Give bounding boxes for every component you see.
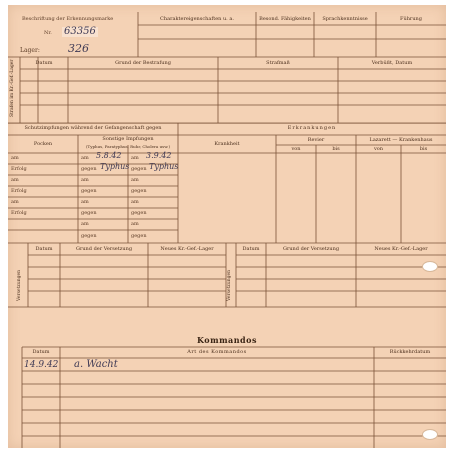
vacc-row-6-c: gegen <box>131 210 147 216</box>
vacc-row-1-c: am <box>131 155 139 161</box>
punishments-col-reason: Grund der Bestrafung <box>115 60 171 66</box>
vacc-row-1-b-value: 5.8.42 <box>96 151 122 160</box>
illnesses-col-hospital: Lazarett — Krankenhaus <box>369 137 433 143</box>
punishments-col-date: Datum <box>35 60 53 66</box>
camp-label: Lager: <box>20 47 40 54</box>
vacc-row-7-b: am <box>81 221 89 227</box>
vacc-row-4-c: gegen <box>131 188 147 194</box>
vacc-row-5-c: am <box>131 199 139 205</box>
transfers-col-new-camp-right: Neues Kr.-Gef.-Lager <box>374 246 428 252</box>
kommando-entry-type: a. Wacht <box>74 359 118 370</box>
vacc-row-2-c: gegen <box>131 166 147 172</box>
vacc-row-8-b: gegen <box>81 233 97 239</box>
vaccinations-col-other-sub: (Typhus, Paratyphus, Ruhr, Cholera usw.) <box>85 144 170 149</box>
fold-line <box>8 123 446 124</box>
vacc-row-3-c: am <box>131 177 139 183</box>
hospital-from: von <box>373 146 384 152</box>
col-languages: Sprachkenntnisse <box>322 16 368 22</box>
col-characteristics: Charaktereigenschaften u. a. <box>160 16 234 22</box>
vacc-row-7-c: am <box>131 221 139 227</box>
transfers-col-reason-left: Grund der Versetzung <box>75 246 133 252</box>
vaccinations-title: Schutzimpfungen während der Gefangenschaft gegen <box>24 125 162 131</box>
vacc-row-4-a: Erfolg <box>11 188 27 194</box>
vacc-row-6-a: Erfolg <box>11 210 27 216</box>
id-number-value: 63356 <box>64 26 96 37</box>
col-special-skills: Besond. Fähigkeiten <box>259 16 311 22</box>
vacc-row-8-c: gegen <box>131 233 147 239</box>
vacc-row-2-c-value: Typhus <box>149 162 179 171</box>
vacc-row-2-b: gegen <box>81 166 97 172</box>
pow-record-card <box>8 5 446 448</box>
vacc-row-3-a: am <box>11 177 19 183</box>
kommandos-col-return: Rückkehrdatum <box>389 349 431 355</box>
form-grid-lines <box>8 5 446 448</box>
sickbay-from: von <box>291 146 301 152</box>
id-number-label: Nr. <box>44 30 52 36</box>
vacc-row-5-b: am <box>81 199 89 205</box>
transfers-side-label-left: Versetzungen <box>17 269 22 301</box>
vacc-row-2-a: Erfolg <box>11 166 27 172</box>
vacc-row-4-b: gegen <box>81 188 97 194</box>
punch-hole <box>422 261 438 272</box>
kommandos-col-date: Datum <box>32 349 50 355</box>
hospital-to: bis <box>419 146 428 152</box>
vacc-row-6-b: gegen <box>81 210 97 216</box>
vacc-row-2-b-value: Typhus <box>100 162 130 171</box>
col-conduct: Führung <box>400 16 422 22</box>
illnesses-col-illness: Krankheit <box>214 141 240 147</box>
vaccinations-col-smallpox: Pocken <box>33 141 53 147</box>
transfers-col-date-right: Datum <box>242 246 260 252</box>
illnesses-title: Erkrankungen <box>287 125 337 131</box>
punishments-col-served: Verbüßt, Datum <box>371 60 413 66</box>
kommandos-col-type: Art des Kommandos <box>187 349 247 355</box>
kommandos-title: Kommandos <box>197 335 257 345</box>
punch-hole <box>422 429 438 440</box>
vacc-row-5-a: am <box>11 199 19 205</box>
vacc-row-1-a: am <box>11 155 19 161</box>
kommando-entry-date: 14.9.42 <box>24 360 59 370</box>
transfers-side-label-right: Versetzungen <box>227 269 232 301</box>
sickbay-to: bis <box>332 146 340 152</box>
vaccinations-col-other: Sonstige Impfungen <box>102 136 154 142</box>
id-tag-label: Beschriftung der Erkennungsmarke <box>22 16 114 22</box>
punishments-col-penalty: Strafmaß <box>266 60 290 66</box>
vacc-row-1-c-value: 3.9.42 <box>146 151 172 160</box>
transfers-col-new-camp-left: Neues Kr.-Gef.-Lager <box>160 246 214 252</box>
illnesses-col-sickbay: Revier <box>307 137 325 143</box>
transfers-col-date-left: Datum <box>35 246 53 252</box>
camp-value: 326 <box>68 42 89 55</box>
transfers-col-reason-right: Grund der Versetzung <box>282 246 340 252</box>
vacc-row-3-b: am <box>81 177 89 183</box>
vacc-row-1-b: am <box>81 155 89 161</box>
punishments-side-label: Strafen im Kr.-Gef.-Lager <box>10 59 15 117</box>
